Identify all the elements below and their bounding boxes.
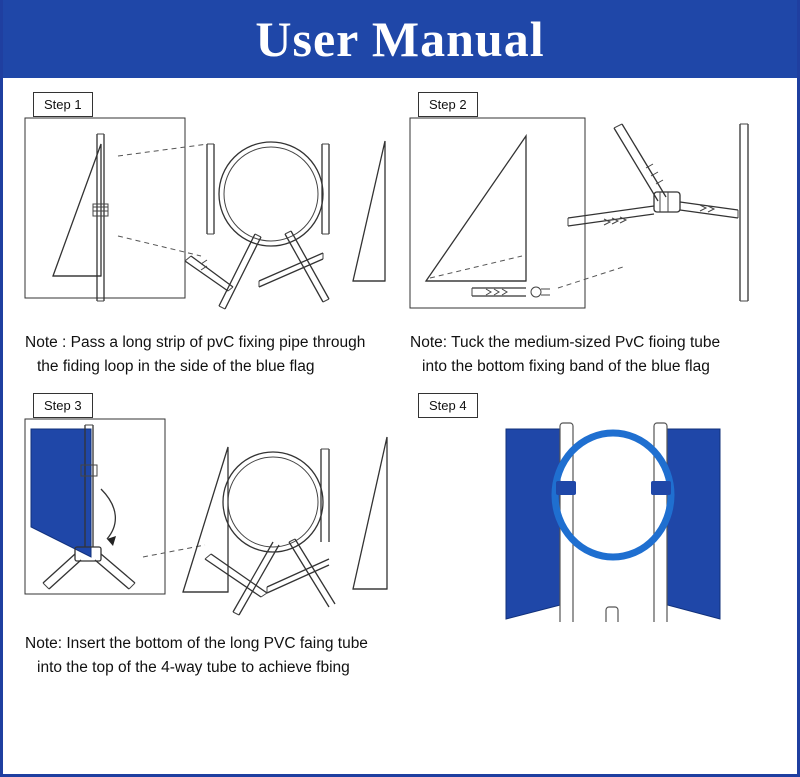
step-2-figure (408, 106, 777, 321)
step-3-figure (23, 407, 392, 622)
step-1-figure (23, 106, 392, 321)
step-3-note-line1: Note: Insert the bottom of the long PVC faing tube (25, 635, 368, 653)
step-4-assembled-product (408, 407, 777, 622)
step-3-diagram (23, 407, 392, 622)
step-2-cell (400, 78, 785, 379)
steps-grid (3, 78, 797, 680)
step-1-note-line1: Note : Pass a long strip of pvC fixing pipe through (25, 334, 366, 351)
step-1-note-line2: the fiding loop in the side of the blue flag (37, 358, 315, 376)
step-2-note-line2: into the bottom fixing band of the blue flag (422, 358, 710, 376)
step-1-label: Step 1 (33, 92, 93, 117)
step-4-label: Step 4 (418, 393, 478, 418)
step-2-note (408, 331, 777, 379)
step-2-label: Step 2 (418, 92, 478, 117)
step-1-diagram (23, 106, 392, 321)
step-4-figure (408, 407, 777, 622)
step-3-cell (15, 379, 400, 680)
step-3-label: Step 3 (33, 393, 93, 418)
title-bar (3, 0, 797, 78)
step-1-note (23, 331, 392, 379)
step-4-cell (400, 379, 785, 680)
step-2-diagram (408, 106, 777, 321)
step-1-cell (15, 78, 400, 379)
step-3-note-line2: into the top of the 4-way tube to achieve fbing (37, 659, 350, 677)
page-title: User Manual (255, 11, 545, 67)
steps-row-1 (15, 78, 785, 379)
step-3-note (23, 632, 392, 680)
steps-row-2 (15, 379, 785, 680)
step-2-note-line1: Note: Tuck the medium-sized PvC fioing tube (410, 334, 721, 351)
